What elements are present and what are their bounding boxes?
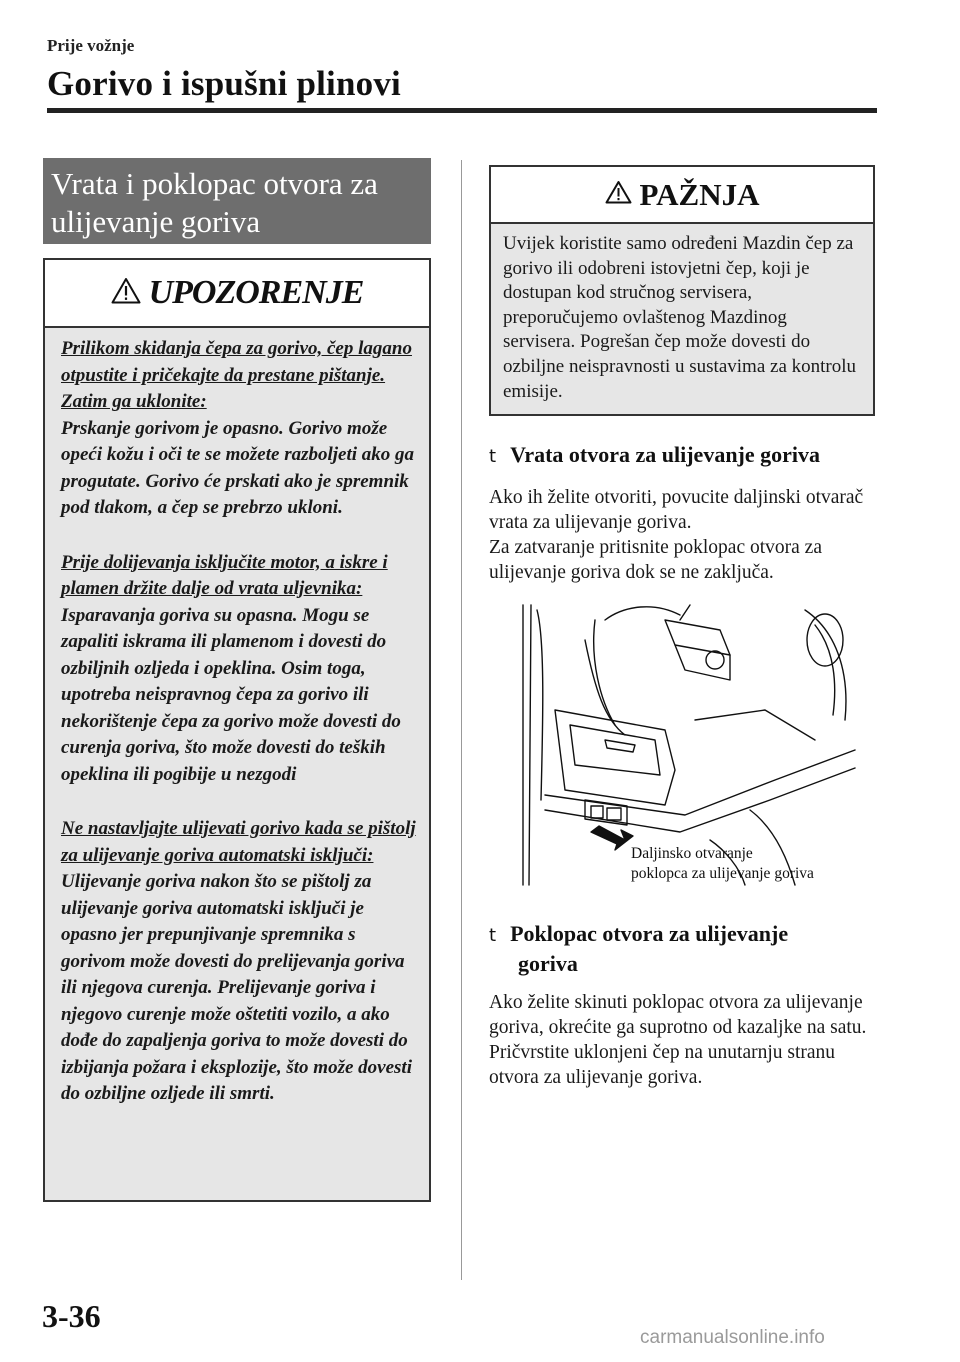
warning-text: Prskanje gorivom je opasno. Gorivo može opeći kožu i oči te se možete razboljeti ako ga progutate. Gorivo će prskati ako je spremnik pod tlakom, a čep se prebrzo ukloni. — [61, 417, 415, 518]
warning-box — [43, 258, 431, 1202]
section-title — [43, 158, 431, 244]
fuel-cap-attach-text: Pričvrstite uklonjeni čep na unutarnju stranu otvora za ulijevanje goriva. — [489, 1042, 836, 1088]
warning-triangle-icon — [111, 277, 141, 309]
fuel-door-text — [489, 485, 879, 585]
figure-label — [631, 844, 814, 884]
section-title-line1: Vrata i poklopac otvora za — [51, 166, 378, 201]
watermark: carmanualsonline.info — [640, 1327, 825, 1348]
fuel-door-heading — [489, 442, 820, 468]
bullet-icon: t — [489, 446, 497, 467]
header-rule — [47, 108, 877, 113]
warning-paragraph — [61, 550, 419, 789]
fuel-door-open-text: Ako ih želite otvoriti, povucite daljinski otvarač vrata za ulijevanje goriva. — [489, 487, 864, 533]
caution-text: Uvijek koristite samo određeni Mazdin čep za gorivo ili odobreni istovjetni čep, koji je dostupan kod stručnog servisera, preporučujemo ovlaštenog Mazdinog servisera. Pogrešan čep može dovesti do ozbiljne neispravnosti u sustavima za kontrolu emisije. — [491, 224, 873, 414]
bullet-icon: t — [489, 925, 497, 946]
fuel-cap-text — [489, 990, 879, 1090]
breadcrumb: Prije vožnje — [47, 36, 135, 55]
fuel-cap-heading-line1: Poklopac otvora za ulijevanje — [510, 921, 789, 946]
warning-text: Ulijevanje goriva nakon što se pištolj za ulijevanje goriva automatski isključi je opasno jer prepunjivanje spremnika s gorivom može dovesti do prelijevanja goriva ili njegova curenja. Prelijevanje goriva i njegovo curenje može oštetiti vozilo, a ako dođe do zapaljenja goriva to može dovesti do izbijanja požara i eksplozije, što može dovesti do ozbiljne ozljede ili smrti. — [61, 871, 412, 1104]
remote-opener-figure — [515, 600, 860, 890]
caution-title: PAŽNJA — [639, 176, 760, 212]
figure-label-line2: poklopca za ulijevanje goriva — [631, 865, 814, 882]
page-number: 3-36 — [42, 1298, 101, 1334]
warning-title: UPOZORENJE — [148, 274, 364, 311]
warning-lead: Ne nastavljajte ulijevati gorivo kada se pištolj za ulijevanje goriva automatski isključi: — [61, 818, 416, 866]
warning-triangle-icon — [605, 180, 632, 209]
fuel-door-heading-text: Vrata otvora za ulijevanje goriva — [510, 442, 821, 467]
caution-header — [491, 167, 873, 224]
fuel-door-close-text: Za zatvaranje pritisnite poklopac otvora za ulijevanje goriva dok se ne zaključa. — [489, 537, 822, 583]
warning-body — [45, 328, 429, 1200]
chapter-title: Gorivo i ispušni plinovi — [47, 64, 401, 103]
warning-paragraph — [61, 336, 419, 522]
warning-header — [45, 260, 429, 328]
section-title-line2: ulijevanje goriva — [51, 204, 261, 239]
warning-text: Isparavanja goriva su opasna. Mogu se zapaliti iskrama ili plamenom i dovesti do ozbiljnih ozljeda i opeklina. Osim toga, upotreba neispravnog čepa za gorivo ili nekorištenje čepa za gorivo može dovesti do curenja goriva, što može dovesti do teških opeklina ili pogibije u nezgodi — [61, 604, 401, 785]
warning-lead: Prilikom skidanja čepa za gorivo, čep lagano otpustite i pričekajte da prestane pištanje. Zatim ga uklonite: — [61, 338, 412, 412]
figure-label-line1: Daljinsko otvaranje — [631, 845, 753, 862]
caution-box — [489, 165, 875, 416]
column-divider — [461, 160, 462, 1280]
fuel-cap-remove-text: Ako želite skinuti poklopac otvora za ulijevanje goriva, okrećite ga suprotno od kazaljke na satu. — [489, 992, 867, 1038]
fuel-cap-heading — [489, 920, 788, 978]
warning-lead: Prije dolijevanja isključite motor, a iskre i plamen držite dalje od vrata uljevnika: — [61, 551, 388, 599]
warning-paragraph — [61, 816, 419, 1108]
fuel-cap-heading-line2: goriva — [518, 951, 578, 976]
